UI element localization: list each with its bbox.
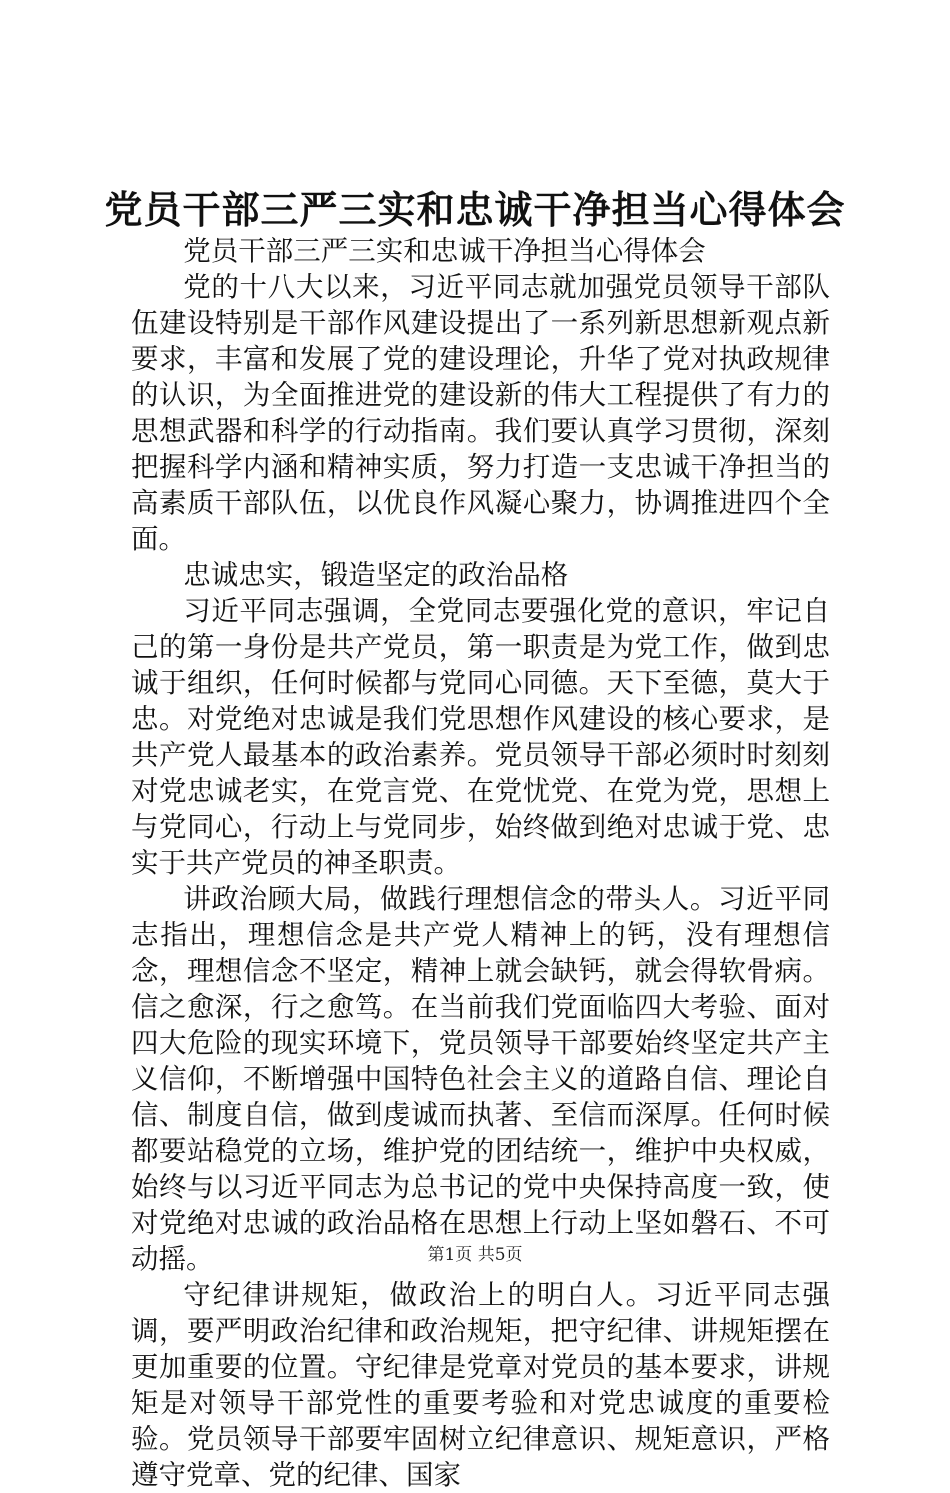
- body-paragraph: 习近平同志强调，全党同志要强化党的意识，牢记自己的第一身份是共产党员，第一职责是为党工作，做到忠诚于组织，任何时候都与党同心同德。天下至德，莫大于忠。对党绝对忠诚是我们党思想作风建设的核心要求，是共产党人最基本的政治素养。党员领导干部必须时时刻刻对党忠诚老实，在党言党、在党忧党、在党为党，思想上与党同心，行动上与党同步，始终做到绝对忠诚于党、忠实于共产党员的神圣职责。: [131, 595, 830, 879]
- body-paragraph: 党的十八大以来，习近平同志就加强党员领导干部队伍建设特别是干部作风建设提出了一系列新思想新观点新要求，丰富和发展了党的建设理论，升华了党对执政规律的认识，为全面推进党的建设新的伟大工程提供了有力的思想武器和科学的行动指南。我们要认真学习贯彻，深刻把握科学内涵和精神实质，努力打造一支忠诚干净担当的高素质干部队伍，以优良作风凝心聚力，协调推进四个全面。: [131, 271, 830, 555]
- page-footer: [0, 1243, 950, 1267]
- section-heading: 忠诚忠实，锻造坚定的政治品格: [183, 559, 569, 591]
- page-number: 第1页 共5页: [427, 1245, 523, 1265]
- body-paragraph: 守纪律讲规矩，做政治上的明白人。习近平同志强调，要严明政治纪律和政治规矩，把守纪律、讲规矩摆在更加重要的位置。守纪律是党章对党员的基本要求，讲规矩是对领导干部党性的重要考验和对党忠诚度的重要检验。党员领导干部要牢固树立纪律意识、规矩意识，严格遵守党章、党的纪律、国家: [131, 1279, 830, 1491]
- document-title: 党员干部三严三实和忠诚干净担当心得体会: [104, 188, 846, 232]
- body-paragraph: 讲政治顾大局，做践行理想信念的带头人。习近平同志指出，理想信念是共产党人精神上的钙，没有理想信念，理想信念不坚定，精神上就会缺钙，就会得软骨病。信之愈深，行之愈笃。在当前我们党面临四大考验、面对四大危险的现实环境下，党员领导干部要始终坚定共产主义信仰，不断增强中国特色社会主义的道路自信、理论自信、制度自信，做到虔诚而执著、至信而深厚。任何时候都要站稳党的立场，维护党的团结统一，维护中央权威，始终与以习近平同志为总书记的党中央保持高度一致，使对党绝对忠诚的政治品格在思想上行动上坚如磐石、不可动摇。: [131, 883, 830, 1275]
- subtitle-paragraph: 党员干部三严三实和忠诚干净担当心得体会: [183, 235, 706, 267]
- document-body: [131, 233, 830, 1493]
